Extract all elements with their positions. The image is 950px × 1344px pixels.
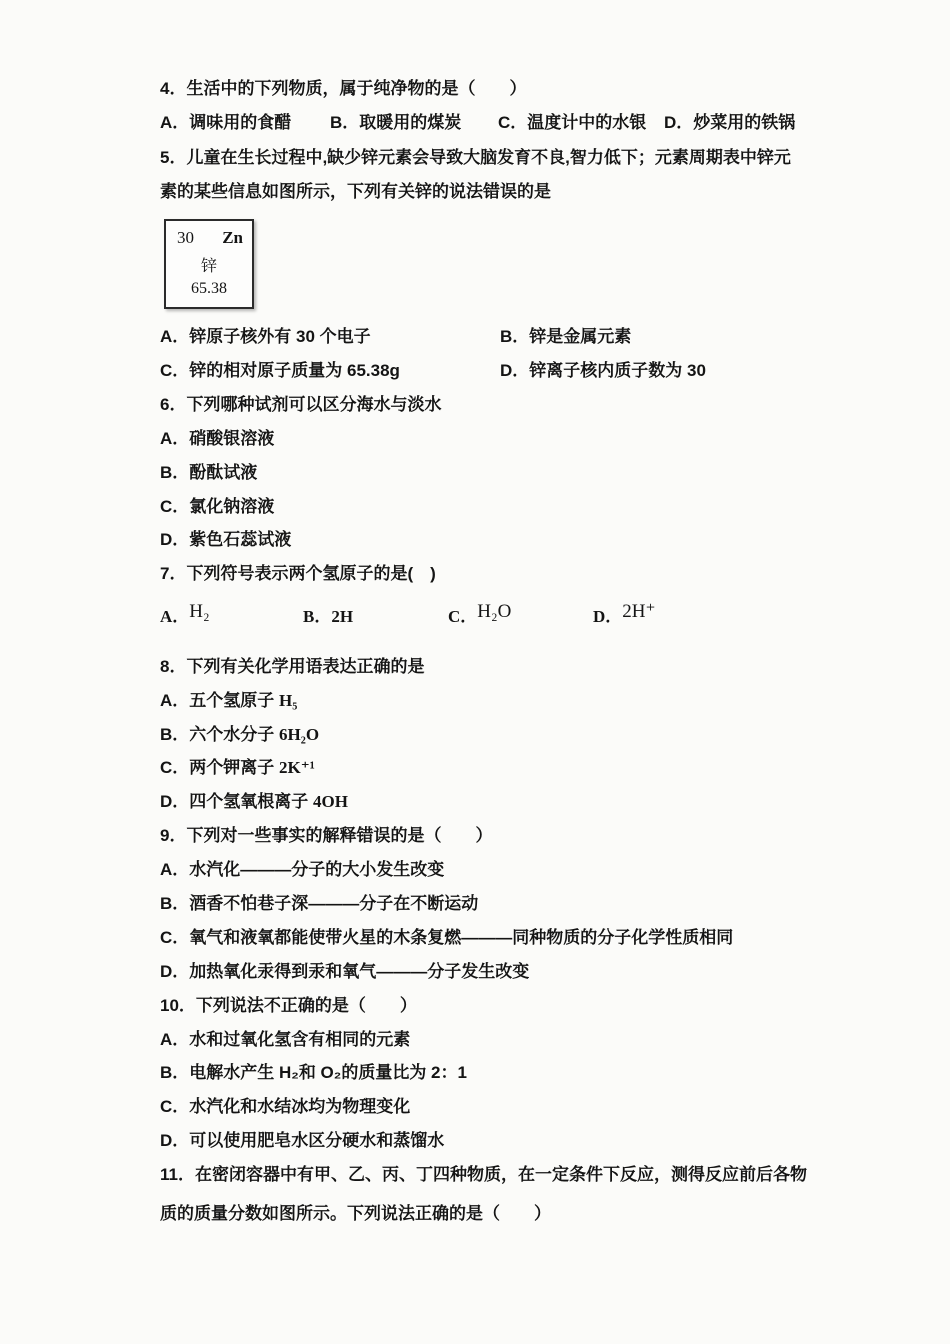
question-7-stem: 7．下列符号表示两个氢原子的是( )	[160, 564, 436, 583]
question-11-stem-line2: 质的质量分数如图所示。下列说法正确的是（ ）	[160, 1204, 551, 1223]
zinc-atomic-mass: 65.38	[191, 280, 227, 297]
question-8-option-b	[160, 724, 319, 746]
question-7-option-c	[448, 601, 512, 628]
question-9-stem: 9．下列对一些事实的解释错误的是（ ）	[160, 826, 493, 845]
question-8-option-c	[160, 757, 315, 779]
zinc-element-box	[164, 219, 254, 309]
question-4-option-c: C．温度计中的水银	[498, 113, 647, 132]
option-formula: 2K⁺¹	[279, 758, 315, 777]
question-7-option-b	[303, 606, 353, 628]
option-d-formula: 2H⁺	[622, 601, 656, 622]
option-text: B．六个水分子	[160, 725, 279, 744]
option-b-label: B．	[303, 607, 332, 626]
question-7-option-a	[160, 601, 210, 628]
question-5-stem-line2: 素的某些信息如图所示，下列有关锌的说法错误的是	[160, 182, 551, 201]
question-9-option-d: D．加热氧化汞得到汞和氧气———分子发生改变	[160, 962, 530, 981]
question-5-stem-line1: 5．儿童在生长过程中,缺少锌元素会导致大脑发育不良,智力低下；元素周期表中锌元	[160, 148, 791, 167]
option-c-label: C．	[448, 607, 478, 626]
question-4-option-b: B．取暖用的煤炭	[330, 113, 462, 132]
option-a-label: A．	[160, 607, 190, 626]
question-10-option-c: C．水汽化和水结冰均为物理变化	[160, 1097, 411, 1116]
question-10-option-b: B．电解水产生 H₂和 O₂的质量比为 2：1	[160, 1063, 467, 1082]
question-5-option-c: C．锌的相对原子质量为 65.38g	[160, 361, 400, 380]
question-6-option-a: A．硝酸银溶液	[160, 429, 275, 448]
question-10-stem: 10．下列说法不正确的是（ ）	[160, 996, 417, 1015]
question-5-option-d: D．锌离子核内质子数为 30	[500, 361, 706, 380]
question-8-stem: 8．下列有关化学用语表达正确的是	[160, 657, 425, 676]
question-11-stem-line1: 11．在密闭容器中有甲、乙、丙、丁四种物质，在一定条件下反应，测得反应前后各物	[160, 1165, 807, 1184]
option-formula: 4OH	[313, 792, 348, 811]
question-6-stem: 6．下列哪种试剂可以区分海水与淡水	[160, 395, 442, 414]
question-5-option-a: A．锌原子核外有 30 个电子	[160, 327, 371, 346]
option-formula: 6H₂O	[279, 725, 320, 744]
question-7-option-d	[593, 601, 656, 628]
option-formula: H₅	[279, 691, 298, 710]
question-10-option-a: A．水和过氧化氢含有相同的元素	[160, 1030, 411, 1049]
question-6-option-d: D．紫色石蕊试液	[160, 530, 292, 549]
option-a-formula: H₂	[189, 601, 210, 622]
question-10-option-d: D．可以使用肥皂水区分硬水和蒸馏水	[160, 1131, 445, 1150]
question-6-option-b: B．酚酞试液	[160, 463, 258, 482]
option-b-formula: 2H	[331, 607, 354, 626]
option-c-formula: H₂O	[477, 601, 512, 622]
question-6-option-c: C．氯化钠溶液	[160, 497, 275, 516]
question-8-option-d	[160, 791, 348, 813]
question-5-option-b: B．锌是金属元素	[500, 327, 632, 346]
option-text: C．两个钾离子	[160, 758, 279, 777]
question-8-option-a	[160, 690, 297, 712]
option-text: A．五个氢原子	[160, 691, 279, 710]
question-4-option-d: D．炒菜用的铁锅	[664, 113, 796, 132]
zinc-symbol: Zn	[222, 228, 243, 247]
question-9-option-c: C．氧气和液氧都能使带火星的木条复燃———同种物质的分子化学性质相同	[160, 928, 734, 947]
question-9-option-a: A．水汽化———分子的大小发生改变	[160, 860, 445, 879]
zinc-name: 锌	[200, 258, 217, 275]
option-d-label: D．	[593, 607, 623, 626]
question-4-stem: 4．生活中的下列物质，属于纯净物的是（ ）	[160, 79, 527, 98]
zinc-atomic-number: 30	[177, 228, 194, 247]
question-4-option-a: A．调味用的食醋	[160, 113, 292, 132]
option-text: D．四个氢氧根离子	[160, 792, 313, 811]
question-9-option-b: B．酒香不怕巷子深———分子在不断运动	[160, 894, 479, 913]
